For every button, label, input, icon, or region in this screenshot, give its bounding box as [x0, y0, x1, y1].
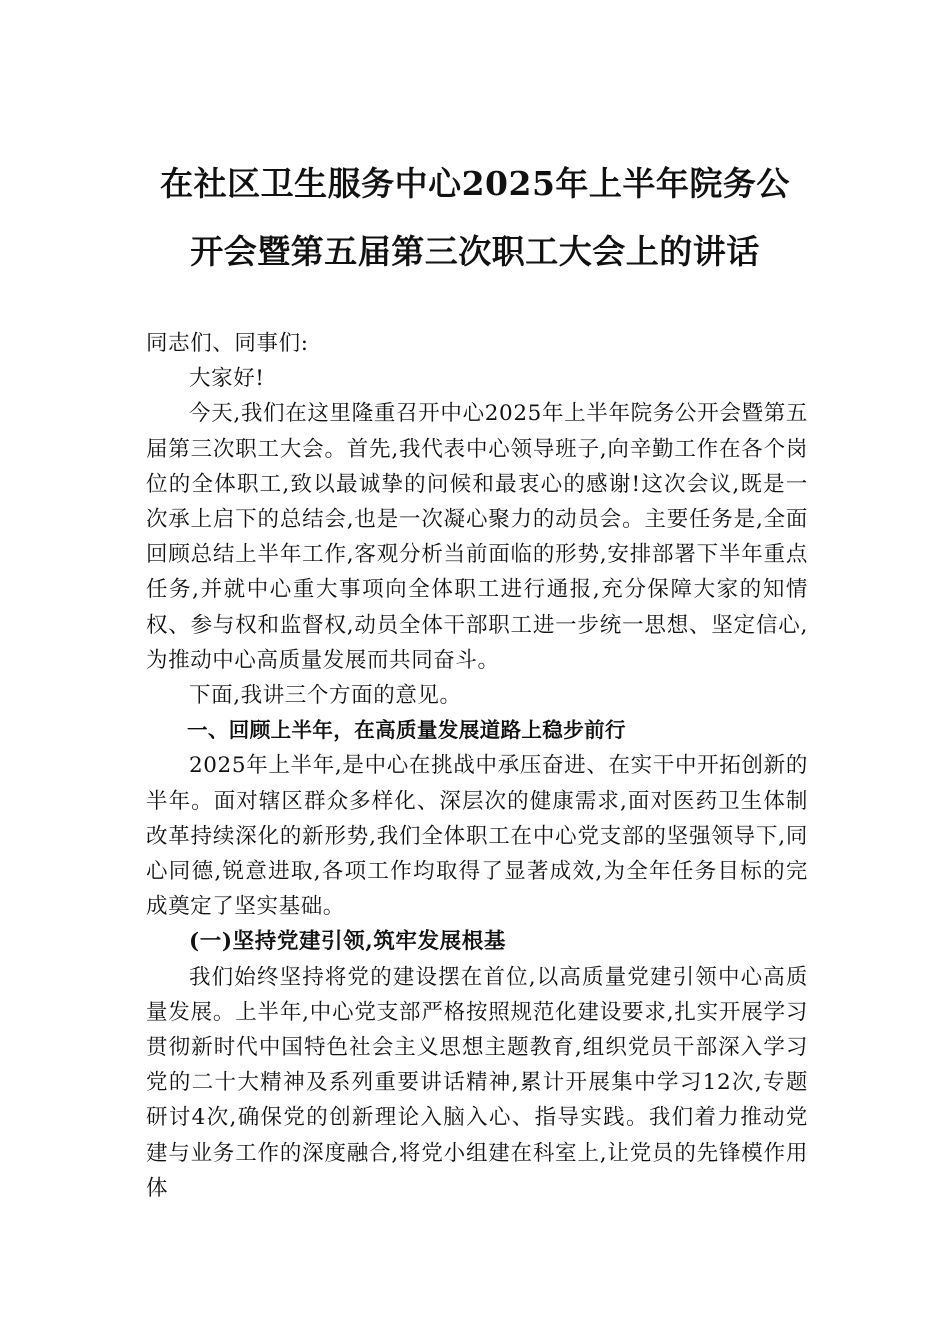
section-heading: 一、回顾上半年，在高质量发展道路上稳步前行	[187, 718, 626, 743]
paragraph-opening: 今天,我们在这里隆重召开中心2025年上半年院务公开会暨第五届第三次职工大会。首先,我代表中心领导班子,向辛勤工作在各个岗位的全体职工,致以最诚挚的问候和最衷心的感谢!这次会议,既是一次承上启下的总结会,也是一次凝心聚力的动员会。主要任务是,全面回顾总结上半年工作,客观分析当前面临的形势,安排部署下半年重点任务,并就中心重大事项向全体职工进行通报,充分保障大家的知情权、参与权和监督权,动员全体干部职工进一步统一思想、坚定信心,为推动中心高质量发展而共同奋斗。	[146, 401, 808, 673]
title-line-1: 在社区卫生服务中心2025年上半年院务公	[160, 164, 790, 203]
greeting: 大家好!	[189, 366, 265, 392]
document-body	[146, 326, 808, 1206]
subsection-paragraph: 我们始终坚持将党的建设摆在首位,以高质量党建引领中心高质量发展。上半年,中心党支部严格按照规范化建设要求,扎实开展学习贯彻新时代中国特色社会主义思想主题教育,组织党员干部深入学习党的二十大精神及系列重要讲话精神,累计开展集中学习12次,专题研讨4次,确保党的创新理论入脑入心、指导实践。我们着力推动党建与业务工作的深度融合,将党小组建在科室上,让党员的先锋模作用体	[146, 964, 808, 1201]
title-line-2: 开会暨第五届第三次职工大会上的讲话	[190, 232, 760, 271]
document-title	[120, 150, 830, 286]
subsection-heading: (一)坚持党建引领,筑牢发展根基	[189, 929, 506, 955]
section-paragraph: 2025年上半年,是中心在挑战中承压奋进、在实干中开拓创新的半年。面对辖区群众多样化、深层次的健康需求,面对医药卫生体制改革持续深化的新形势,我们全体职工在中心党支部的坚强领导下,同心同德,锐意进取,各项工作均取得了显著成效,为全年任务目标的完成奠定了坚实基础。	[146, 753, 808, 920]
salutation: 同志们、同事们:	[146, 331, 309, 356]
paragraph-outline: 下面,我讲三个方面的意见。	[189, 683, 462, 709]
